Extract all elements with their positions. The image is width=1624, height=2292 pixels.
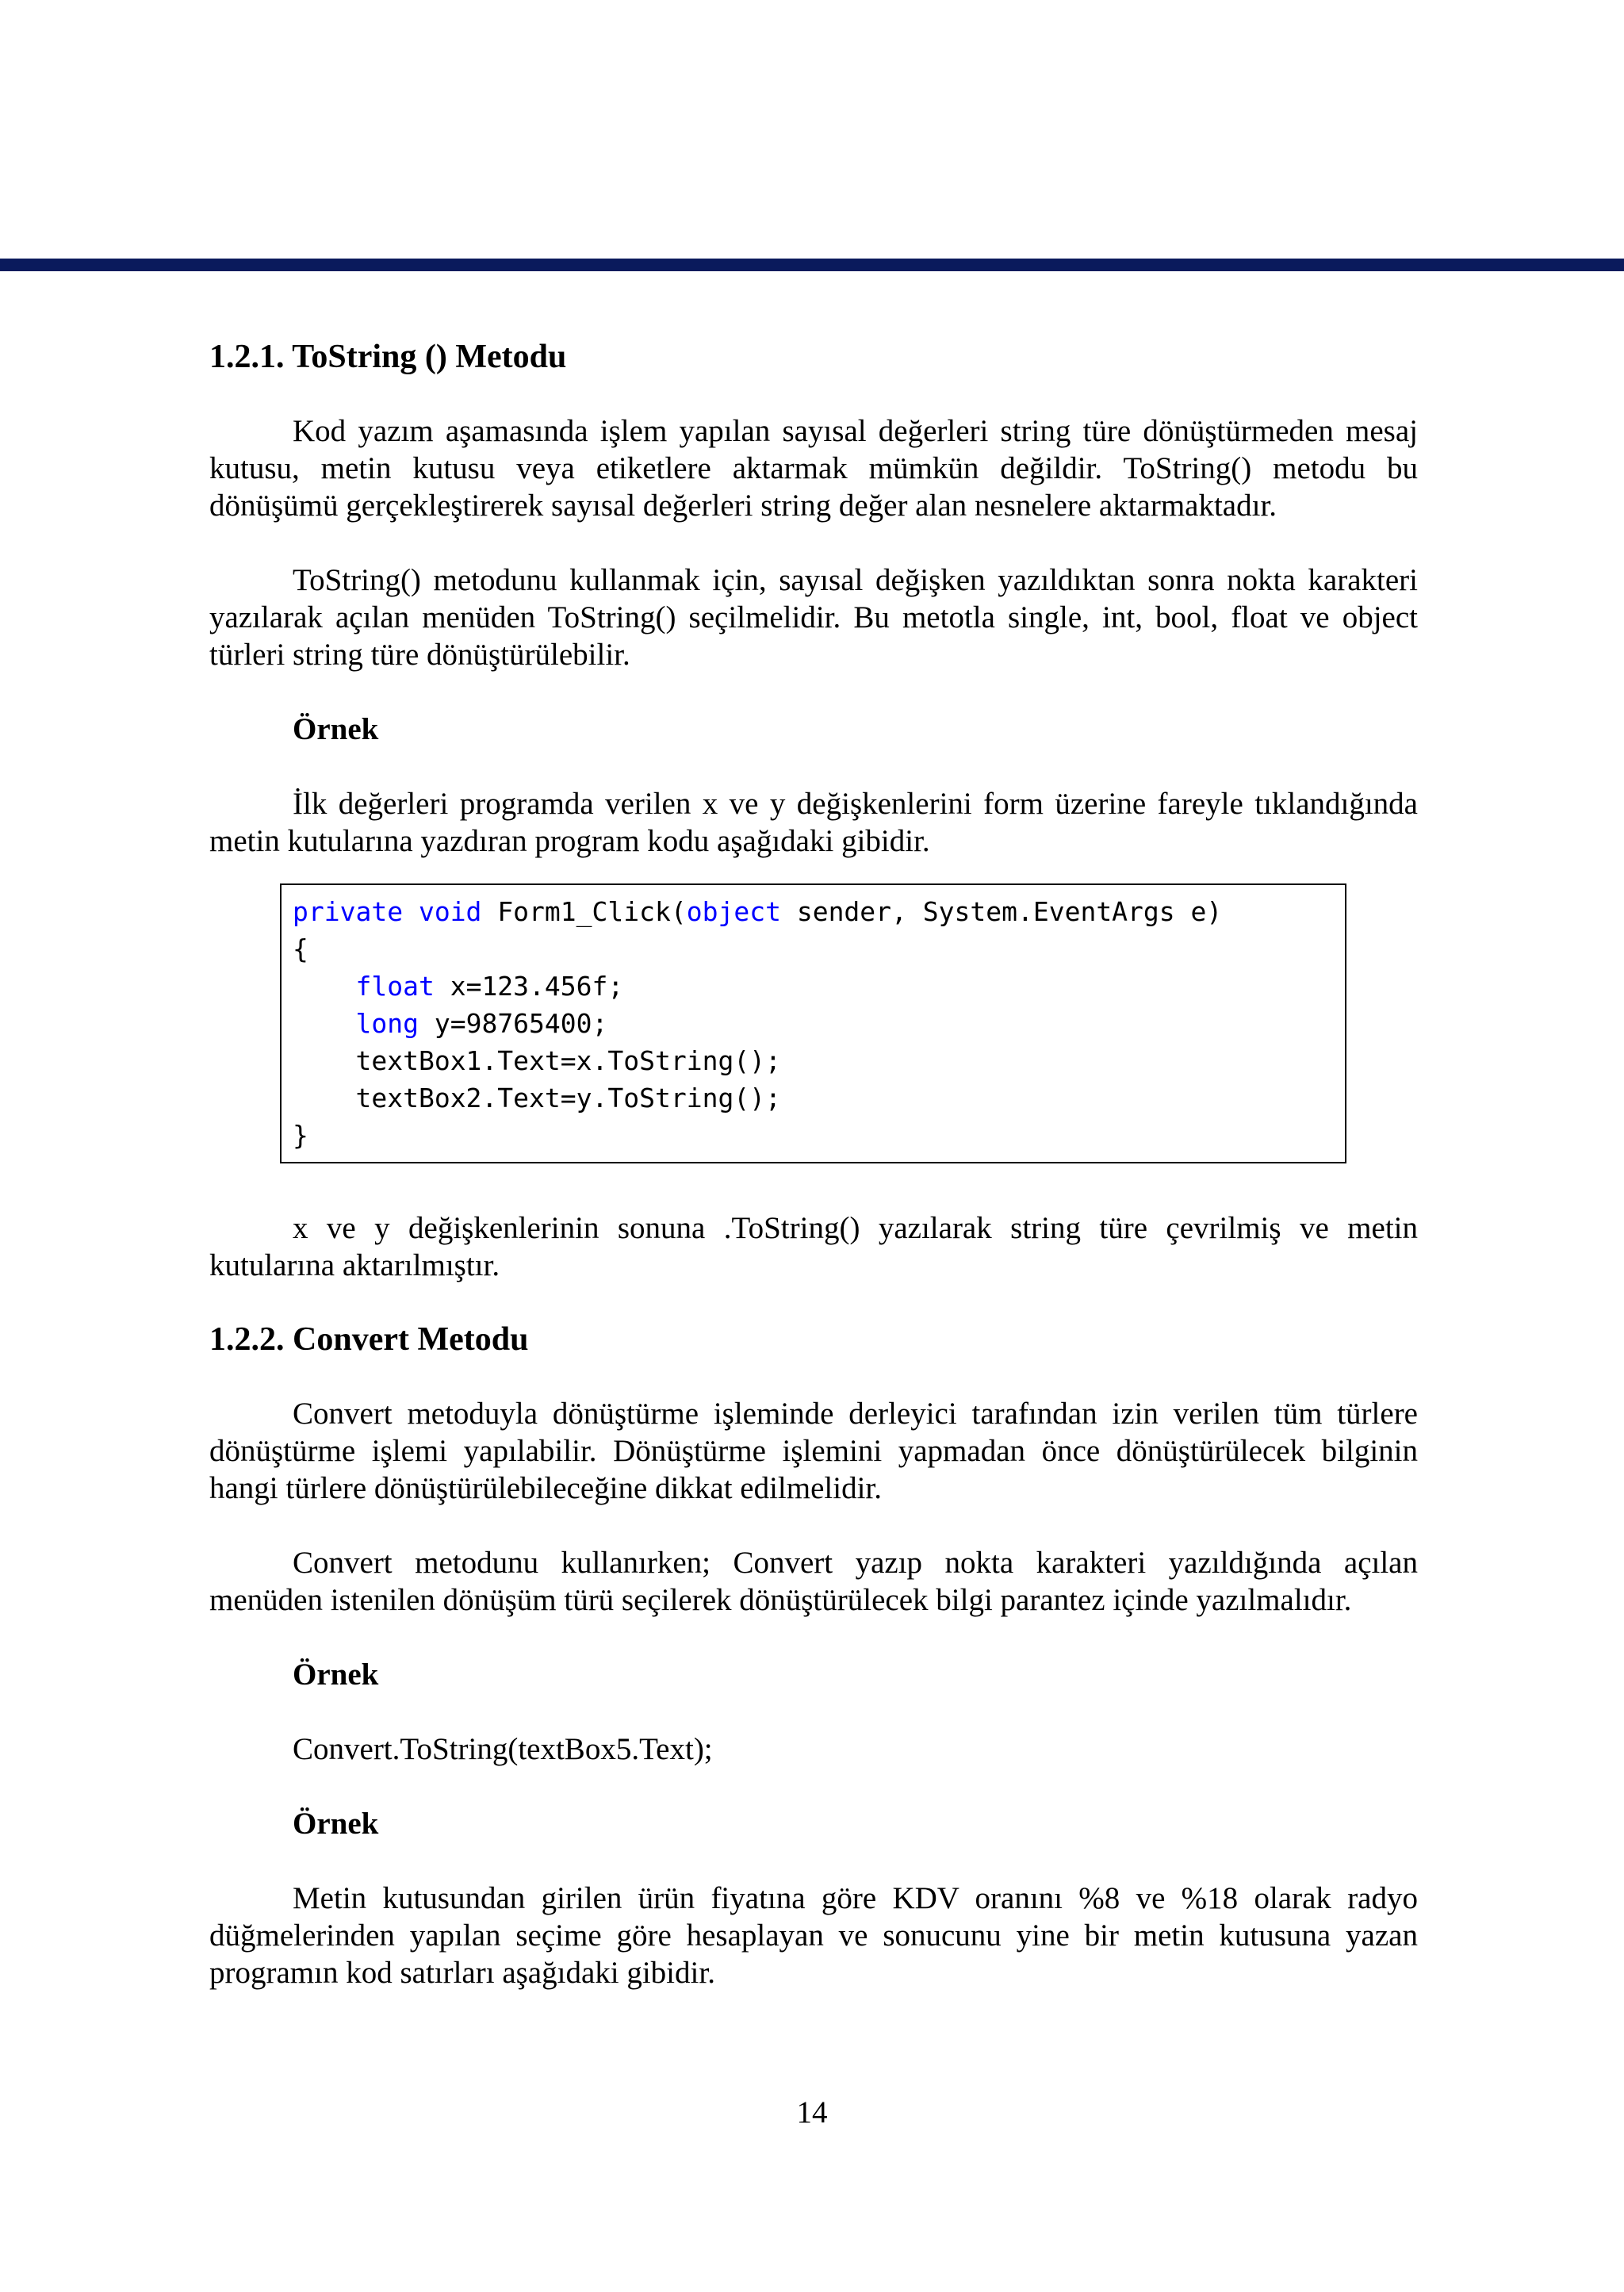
page-content xyxy=(209,325,1418,1991)
example-label: Örnek xyxy=(293,1658,379,1692)
example-code-line: Convert.ToString(textBox5.Text); xyxy=(293,1732,713,1766)
section-heading-tostring: 1.2.1. ToString () Metodu xyxy=(209,339,567,375)
code-keyword: long xyxy=(355,1008,419,1039)
paragraph-example-intro: İlk değerleri programda verilen x ve y değişkenlerini form üzerine fareyle tıklandığında metin kutularına yazdıran program kodu aşağıdaki gibidir. xyxy=(209,787,1418,858)
paragraph-convert-intro: Convert metoduyla dönüştürme işleminde derleyici tarafından izin verilen tüm türlere dönüştürme işlemi yapılabilir. Dönüştürme işlemini yapmadan önce dönüştürülecek bilginin hangi türlere dönüştürülebileceğine dikkat edilmelidir. xyxy=(209,1397,1418,1505)
code-text: textBox2.Text=y.ToString(); xyxy=(355,1083,781,1113)
code-keyword: object xyxy=(686,896,781,927)
code-text: sender, System.EventArgs e) xyxy=(796,896,1223,927)
code-line xyxy=(293,1005,1345,1042)
code-block xyxy=(280,883,1346,1163)
paragraph-after-code: x ve y değişkenlerinin sonuna .ToString() yazılarak string türe çevrilmiş ve metin kutularına aktarılmıştır. xyxy=(209,1211,1418,1282)
header-rule xyxy=(0,259,1624,271)
code-keyword: void xyxy=(418,896,482,927)
code-text: y=98765400; xyxy=(434,1008,608,1039)
code-line xyxy=(293,1079,1345,1117)
example-label: Örnek xyxy=(293,712,379,746)
code-line xyxy=(293,968,1345,1005)
section-heading-convert: 1.2.2. Convert Metodu xyxy=(209,1321,529,1358)
paragraph-tostring-usage: ToString() metodunu kullanmak için, sayısal değişken yazıldıktan sonra nokta karakteri yazılarak açılan menüden ToString() seçilmelidir. Bu metotla single, int, bool, float ve object türleri string türe dönüştürülebilir. xyxy=(209,563,1418,672)
paragraph-kdv-example: Metin kutusundan girilen ürün fiyatına göre KDV oranını %8 ve %18 olarak radyo düğmelerinden yapılan seçime göre hesaplayan ve sonucunu yine bir metin kutusuna yazan programın kod satırları aşağıdaki gibidir. xyxy=(209,1881,1418,1990)
code-line xyxy=(293,893,1345,930)
code-text: x=123.456f; xyxy=(450,971,624,1002)
code-line: } xyxy=(293,1120,308,1151)
code-text: Form1_Click( xyxy=(497,896,687,927)
example-label: Örnek xyxy=(293,1807,379,1841)
page-number: 14 xyxy=(796,2095,828,2129)
paragraph-tostring-intro: Kod yazım aşamasında işlem yapılan sayısal değerleri string türe dönüştürmeden mesaj kutusu, metin kutusu veya etiketlere aktarmak mümkün değildir. ToString() metodu bu dönüşümü gerçekleştirerek sayısal değerleri string değer alan nesnelere aktarmaktadır. xyxy=(209,414,1418,523)
code-keyword: private xyxy=(293,896,404,927)
code-text: textBox1.Text=x.ToString(); xyxy=(355,1045,781,1076)
paragraph-convert-usage: Convert metodunu kullanırken; Convert yazıp nokta karakteri yazıldığında açılan menüden istenilen dönüşüm türü seçilerek dönüştürülecek bilgi parantez içinde yazılmalıdır. xyxy=(209,1546,1418,1617)
code-line: { xyxy=(293,933,308,964)
code-line xyxy=(293,1042,1345,1079)
code-keyword: float xyxy=(355,971,435,1002)
